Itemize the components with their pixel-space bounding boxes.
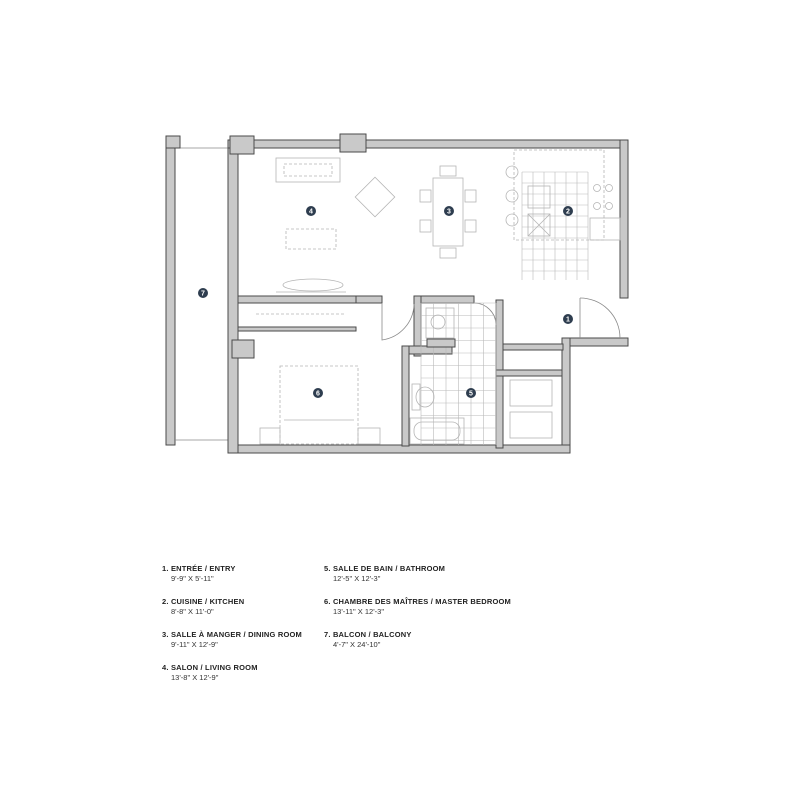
room-marker-2: [563, 206, 573, 216]
room-marker-1: [563, 314, 573, 324]
legend-item-balcony: [324, 630, 511, 649]
legend-title: 6. CHAMBRE DES MAÎTRES / MASTER BEDROOM: [324, 597, 511, 606]
svg-text:2: 2: [566, 208, 570, 216]
svg-text:6: 6: [316, 390, 320, 398]
room-marker-7: [198, 288, 208, 298]
room-marker-4: [306, 206, 316, 216]
legend-dimensions: 9'-11" X 12'-9": [171, 640, 218, 649]
room-marker-6: [313, 388, 323, 398]
legend-dimensions: 9'-9" X 5'-11": [171, 574, 214, 583]
svg-text:5: 5: [469, 390, 473, 398]
legend-column-left: [162, 564, 302, 696]
legend-item-dining-room: [162, 630, 302, 649]
legend-title: 2. CUISINE / KITCHEN: [162, 597, 245, 606]
room-marker-3: [444, 206, 454, 216]
svg-text:7: 7: [201, 290, 205, 298]
legend-column-right: [324, 564, 511, 663]
legend-dimensions: 4'-7" X 24'-10": [333, 640, 381, 649]
legend-item-bathroom: [324, 564, 511, 583]
legend-item-master-bedroom: [324, 597, 511, 616]
legend-title: 5. SALLE DE BAIN / BATHROOM: [324, 564, 446, 573]
legend-title: 1. ENTRÉE / ENTRY: [162, 564, 236, 573]
room-marker-5: [466, 388, 476, 398]
interior-walls: [238, 296, 563, 448]
living-room-furniture: [276, 158, 395, 292]
legend-dimensions: 8'-8" X 11'-0": [171, 607, 214, 616]
legend-title: 7. BALCON / BALCONY: [324, 630, 412, 639]
legend-title: 4. SALON / LIVING ROOM: [162, 663, 258, 672]
legend-title: 3. SALLE À MANGER / DINING ROOM: [162, 630, 302, 639]
legend-item-entry: [162, 564, 302, 583]
balcony: [166, 140, 228, 445]
legend-dimensions: 12'-5" X 12'-3": [333, 574, 381, 583]
svg-text:3: 3: [447, 208, 451, 216]
legend-item-kitchen: [162, 597, 302, 616]
legend-item-living-room: [162, 663, 302, 682]
legend-dimensions: 13'-8" X 12'-9": [171, 673, 219, 682]
exterior-walls: [166, 134, 628, 453]
kitchen: [506, 150, 620, 280]
legend-dimensions: 13'-11" X 12'-3": [333, 607, 384, 616]
bedroom-furniture: [256, 314, 380, 444]
svg-text:4: 4: [309, 208, 313, 216]
svg-text:1: 1: [566, 316, 570, 324]
